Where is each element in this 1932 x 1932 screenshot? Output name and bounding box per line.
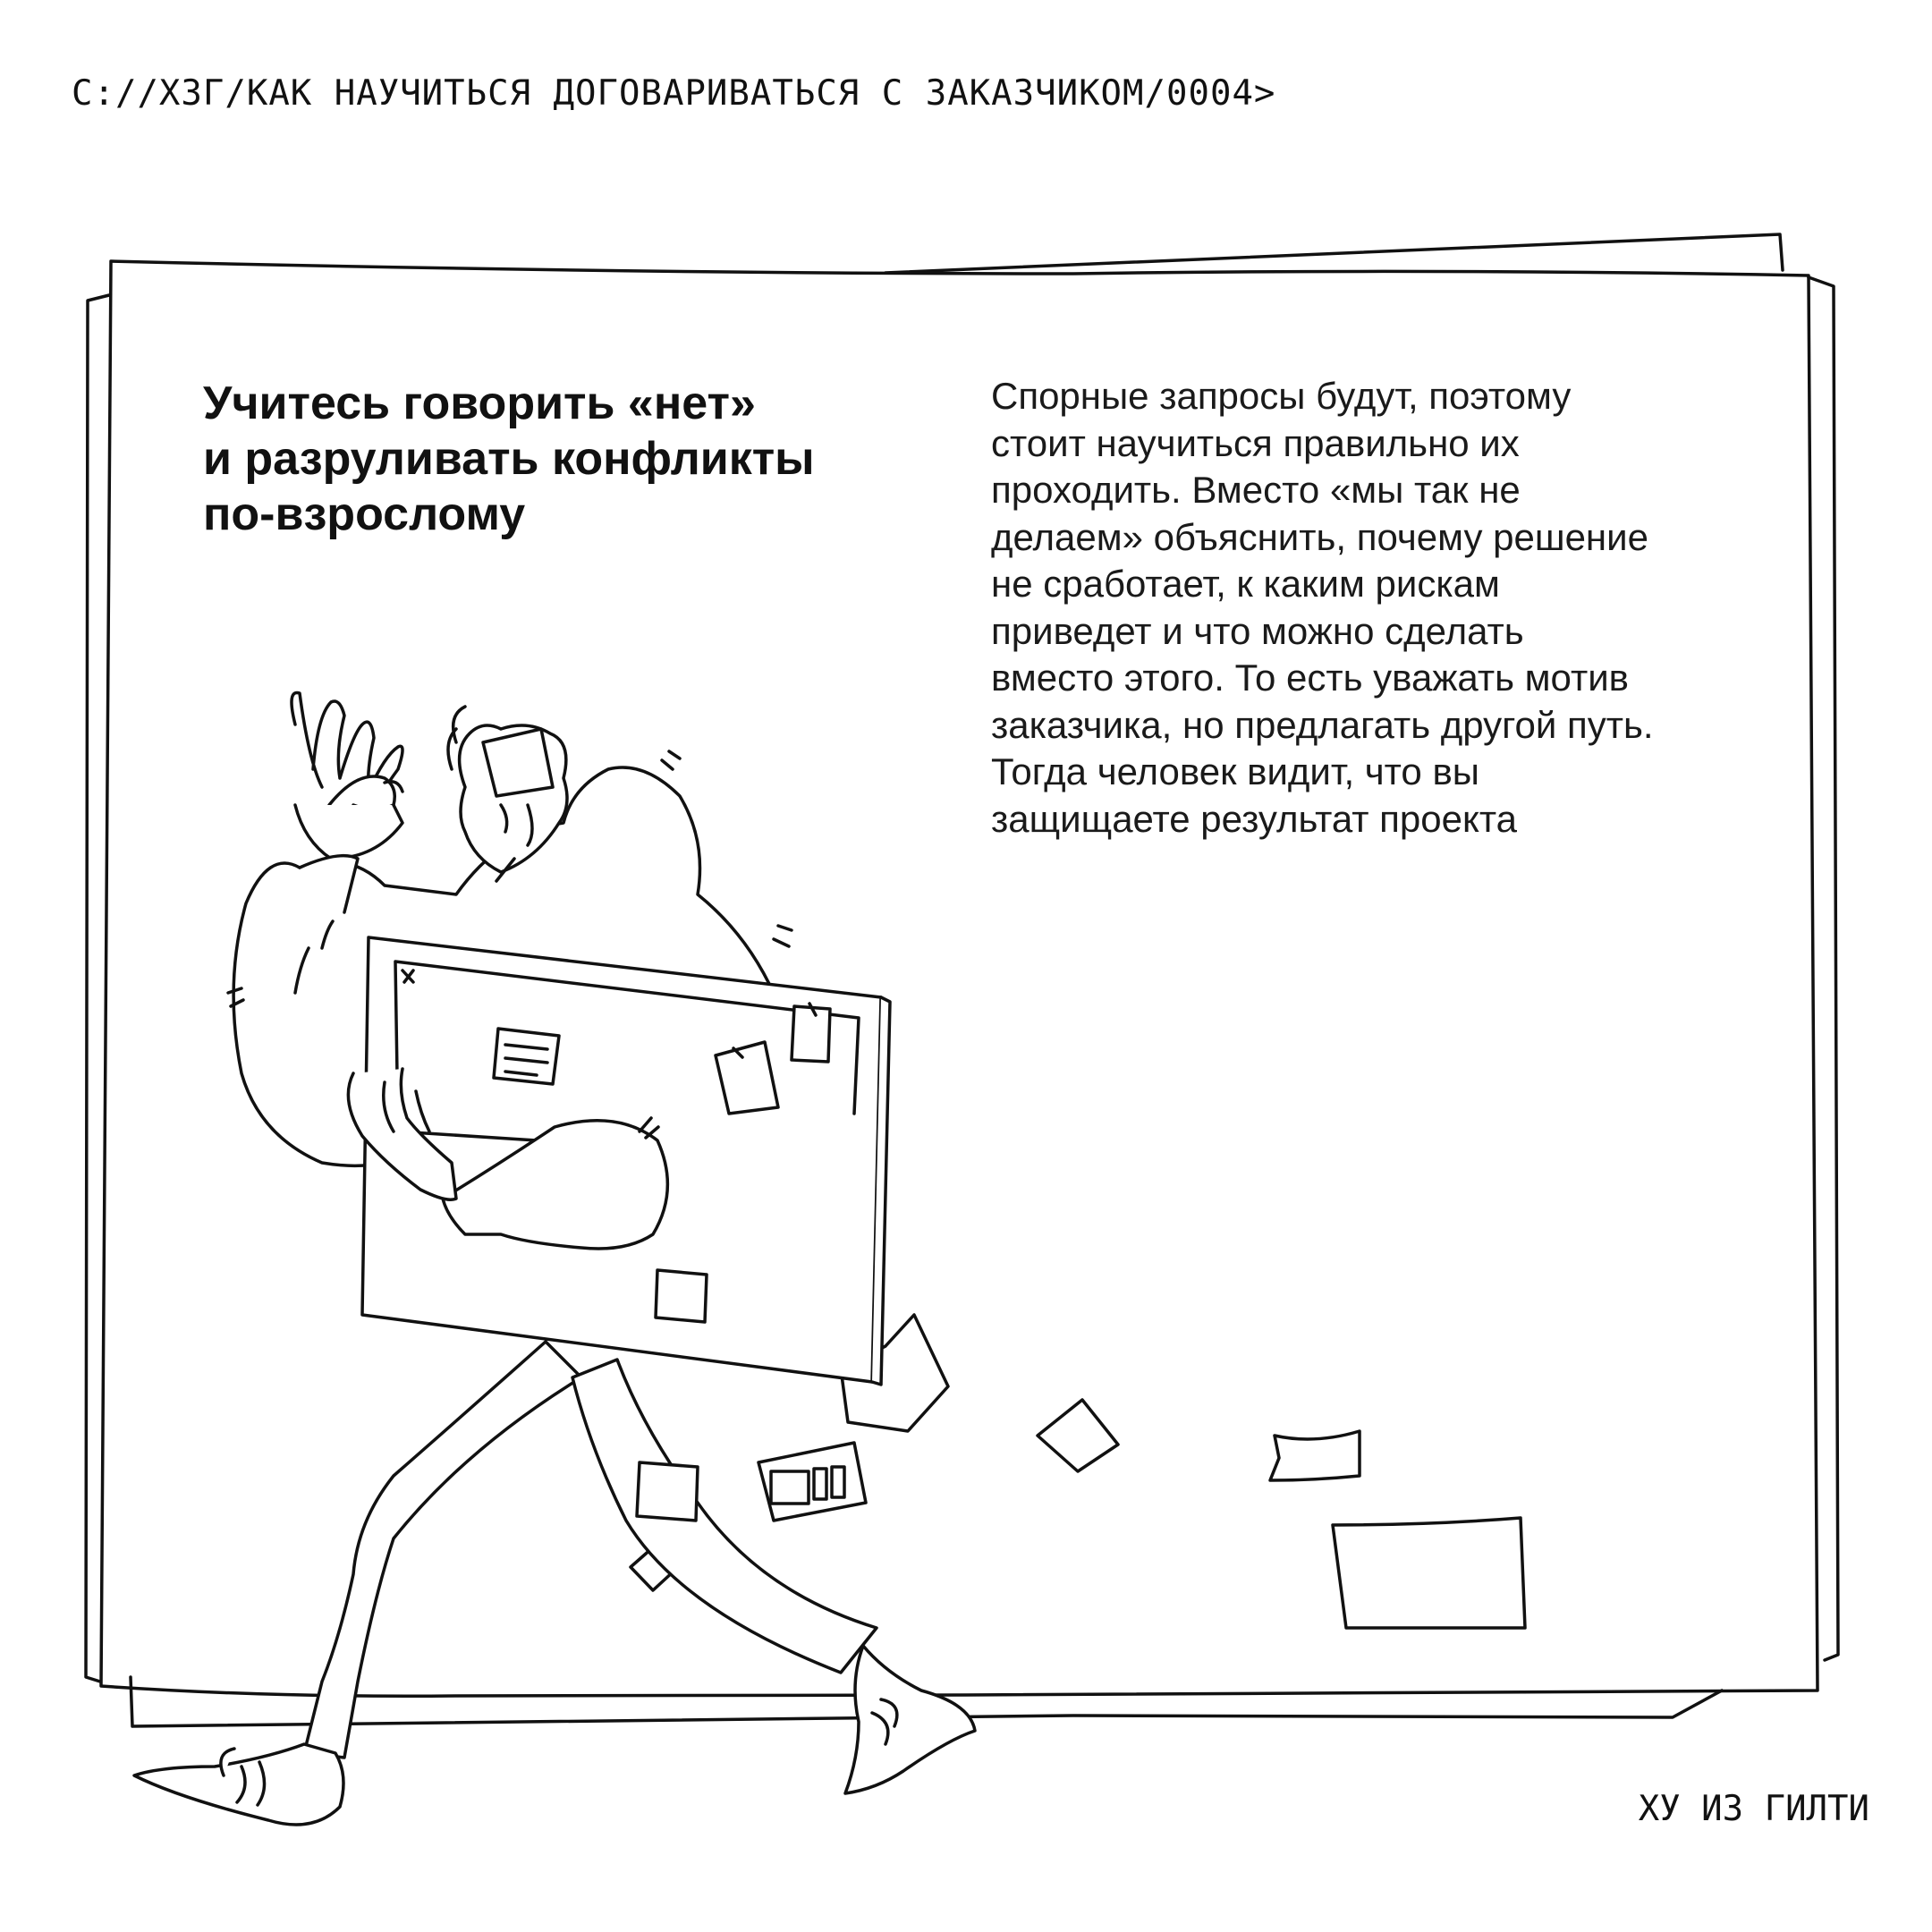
body-line: вместо этого. То есть уважать мотив <box>991 657 1629 699</box>
right-shoe-icon <box>845 1646 975 1793</box>
glasses <box>483 729 553 796</box>
headline-line: Учитесь говорить «нет» <box>203 377 756 429</box>
brand-name: ХУ ИЗ ГИЛТИ <box>1638 1789 1869 1829</box>
pinned-paper <box>792 1006 830 1062</box>
headline-line: и разруливать конфликты <box>203 433 815 485</box>
legs <box>304 1342 877 1758</box>
body-line: проходить. Вместо «мы так не <box>991 469 1521 511</box>
front-leg <box>572 1360 877 1673</box>
body-line: приведет и что можно сделать <box>991 609 1524 652</box>
note-bar <box>814 1469 826 1499</box>
board-note <box>494 1029 559 1084</box>
sticky-note-icon <box>1038 1400 1118 1471</box>
headline-line: по-взрослому <box>203 488 526 540</box>
body-line: Спорные запросы будут, поэтому <box>991 375 1572 417</box>
palm <box>295 805 402 859</box>
body-line: стоит научиться правильно их <box>991 421 1520 464</box>
body-line: делаем» объяснить, почему решение <box>991 515 1648 558</box>
knee-patch <box>637 1462 698 1521</box>
note-bar <box>771 1471 809 1504</box>
raised-hand <box>292 692 402 859</box>
body-line: Тогда человек видит, что вы <box>991 750 1479 792</box>
pinch-fingers <box>329 776 402 809</box>
breadcrumb: С://ХЗГ/КАК НАУЧИТЬСЯ ДОГОВАРИВАТЬСЯ С ЗАКАЗЧИКОМ/0004> <box>72 73 1276 114</box>
body-line: не сработает, к каким рискам <box>991 563 1500 605</box>
sticky-note-icon <box>1270 1431 1360 1480</box>
body-line: защищаете результат проекта <box>991 797 1517 840</box>
shoes <box>134 1646 975 1825</box>
note-bar <box>832 1467 844 1497</box>
back-leg <box>304 1342 581 1758</box>
body-line: заказчика, но предлагать другой путь. <box>991 703 1654 746</box>
hanging-tag <box>656 1270 707 1322</box>
left-shoe-icon <box>134 1744 343 1825</box>
sticky-note-icon <box>1333 1518 1525 1628</box>
